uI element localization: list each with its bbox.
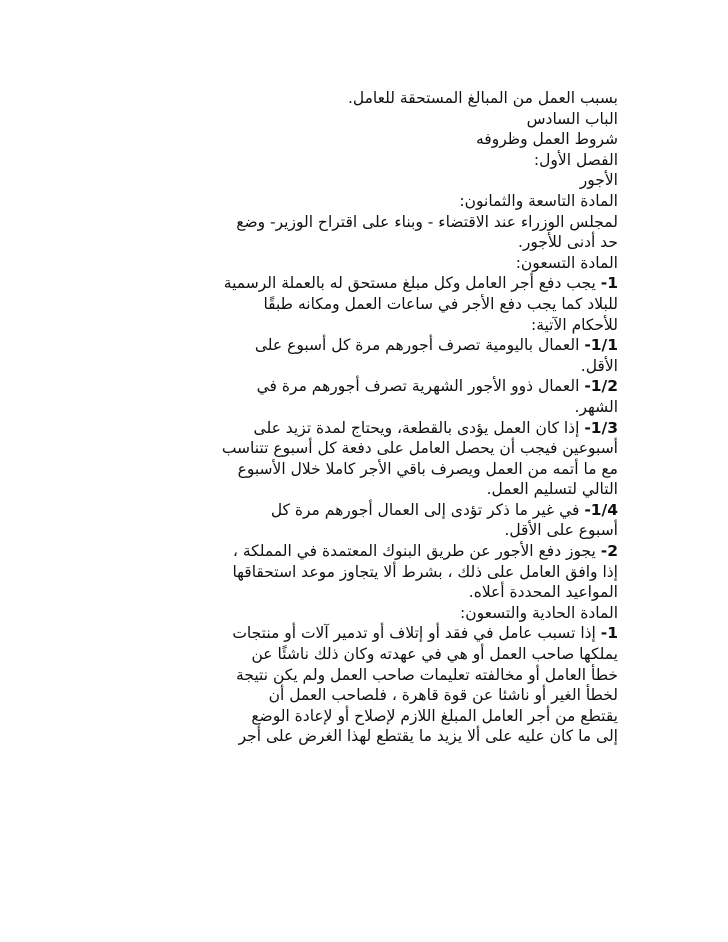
clause-number: 1/1- xyxy=(584,336,618,355)
line-text: للبلاد كما يجب دفع الأجر في ساعات العمل ومكانه طبقًا xyxy=(263,294,618,313)
line-text: في غير ما ذكر تؤدى إلى العمال أجورهم مرة كل xyxy=(270,500,585,519)
text-line xyxy=(108,273,618,294)
line-text: إلى ما كان عليه على ألا يزيد ما يقتطع لهذا الغرض على أجر xyxy=(238,727,618,746)
text-line xyxy=(108,562,618,583)
text-line xyxy=(108,335,618,356)
clause-number: 1/3- xyxy=(584,418,618,437)
text-line xyxy=(108,397,618,418)
line-text: إذا كان العمل يؤدى بالقطعة، ويحتاج لمدة تزيد على xyxy=(253,418,585,437)
line-text: يجوز دفع الأجور عن طريق البنوك المعتمدة في المملكة ، xyxy=(232,542,601,561)
document-body xyxy=(108,88,618,747)
line-text: إذا تسبب عامل في فقد أو إتلاف أو تدمير آلات أو منتجات xyxy=(232,624,601,643)
text-line xyxy=(108,191,618,212)
line-text: المواعيد المحددة أعلاه. xyxy=(468,583,618,602)
line-text: شروط العمل وظروفه xyxy=(476,130,618,149)
text-line xyxy=(108,541,618,562)
line-text: الأجور xyxy=(579,171,618,190)
text-line xyxy=(108,665,618,686)
text-line xyxy=(108,582,618,603)
text-line xyxy=(108,170,618,191)
clause-number: 1- xyxy=(600,624,618,643)
text-line xyxy=(108,623,618,644)
line-text: المادة التسعون: xyxy=(515,253,618,272)
line-text: للأحكام الآتية: xyxy=(530,315,618,334)
line-text: أسبوعين فيجب أن يحصل العامل على دفعة كل أسبوع تتناسب xyxy=(221,439,618,458)
clause-number: 1/2- xyxy=(584,377,618,396)
line-text: الباب السادس xyxy=(526,109,618,128)
text-line xyxy=(108,253,618,274)
line-text: إذا وافق العامل على ذلك ، بشرط ألا يتجاوز موعد استحقاقها xyxy=(232,562,618,581)
clause-number: 1- xyxy=(600,274,618,293)
text-line xyxy=(108,212,618,233)
clause-number: 1/4- xyxy=(584,500,618,519)
line-text: المادة الحادية والتسعون: xyxy=(460,603,618,622)
text-line xyxy=(108,232,618,253)
line-text: المادة التاسعة والثمانون: xyxy=(459,191,618,210)
line-text: يقتطع من أجر العامل المبلغ اللازم لإصلاح أو لإعادة الوضع xyxy=(251,706,618,725)
line-text: لمجلس الوزراء عند الاقتضاء - وبناء على اقتراح الوزير- وضع xyxy=(236,212,618,231)
text-line xyxy=(108,376,618,397)
line-text: العمال ذوو الأجور الشهرية تصرف أجورهم مرة في xyxy=(256,377,585,396)
text-line xyxy=(108,150,618,171)
text-line xyxy=(108,294,618,315)
line-text: العمال باليومية تصرف أجورهم مرة كل أسبوع على xyxy=(254,336,585,355)
line-text: التالي لتسليم العمل. xyxy=(486,480,618,499)
text-line xyxy=(108,479,618,500)
line-text: يملكها صاحب العمل أو هي في عهدته وكان ذلك ناشئًا عن xyxy=(251,645,618,664)
line-text: الفصل الأول: xyxy=(533,150,618,169)
text-line xyxy=(108,418,618,439)
line-text: الشهر. xyxy=(574,397,618,416)
text-line xyxy=(108,644,618,665)
line-text: مع ما أتمه من العمل ويصرف باقي الأجر كاملا خلال الأسبوع xyxy=(237,459,618,478)
text-line xyxy=(108,500,618,521)
line-text: لخطأ الغير أو ناشئا عن قوة قاهرة ، فلصاحب العمل أن xyxy=(268,686,618,705)
line-text: خطأ العامل أو مخالفته تعليمات صاحب العمل ولم يكن نتيجة xyxy=(236,665,618,684)
line-text: أسبوع على الأقل. xyxy=(504,521,618,540)
text-line xyxy=(108,706,618,727)
text-line xyxy=(108,129,618,150)
text-line xyxy=(108,356,618,377)
line-text: حد أدنى للأجور. xyxy=(518,233,618,252)
text-line xyxy=(108,520,618,541)
text-line xyxy=(108,603,618,624)
line-text: يجب دفع أجر العامل وكل مبلغ مستحق له بالعملة الرسمية xyxy=(223,274,601,293)
clause-number: 2- xyxy=(600,542,618,561)
text-line xyxy=(108,459,618,480)
line-text: بسبب العمل من المبالغ المستحقة للعامل. xyxy=(347,89,618,107)
text-line xyxy=(108,726,618,747)
text-line xyxy=(108,685,618,706)
line-text: الأقل. xyxy=(580,356,618,375)
text-line xyxy=(108,438,618,459)
text-line xyxy=(108,109,618,130)
text-line xyxy=(108,315,618,336)
text-line xyxy=(108,88,618,109)
